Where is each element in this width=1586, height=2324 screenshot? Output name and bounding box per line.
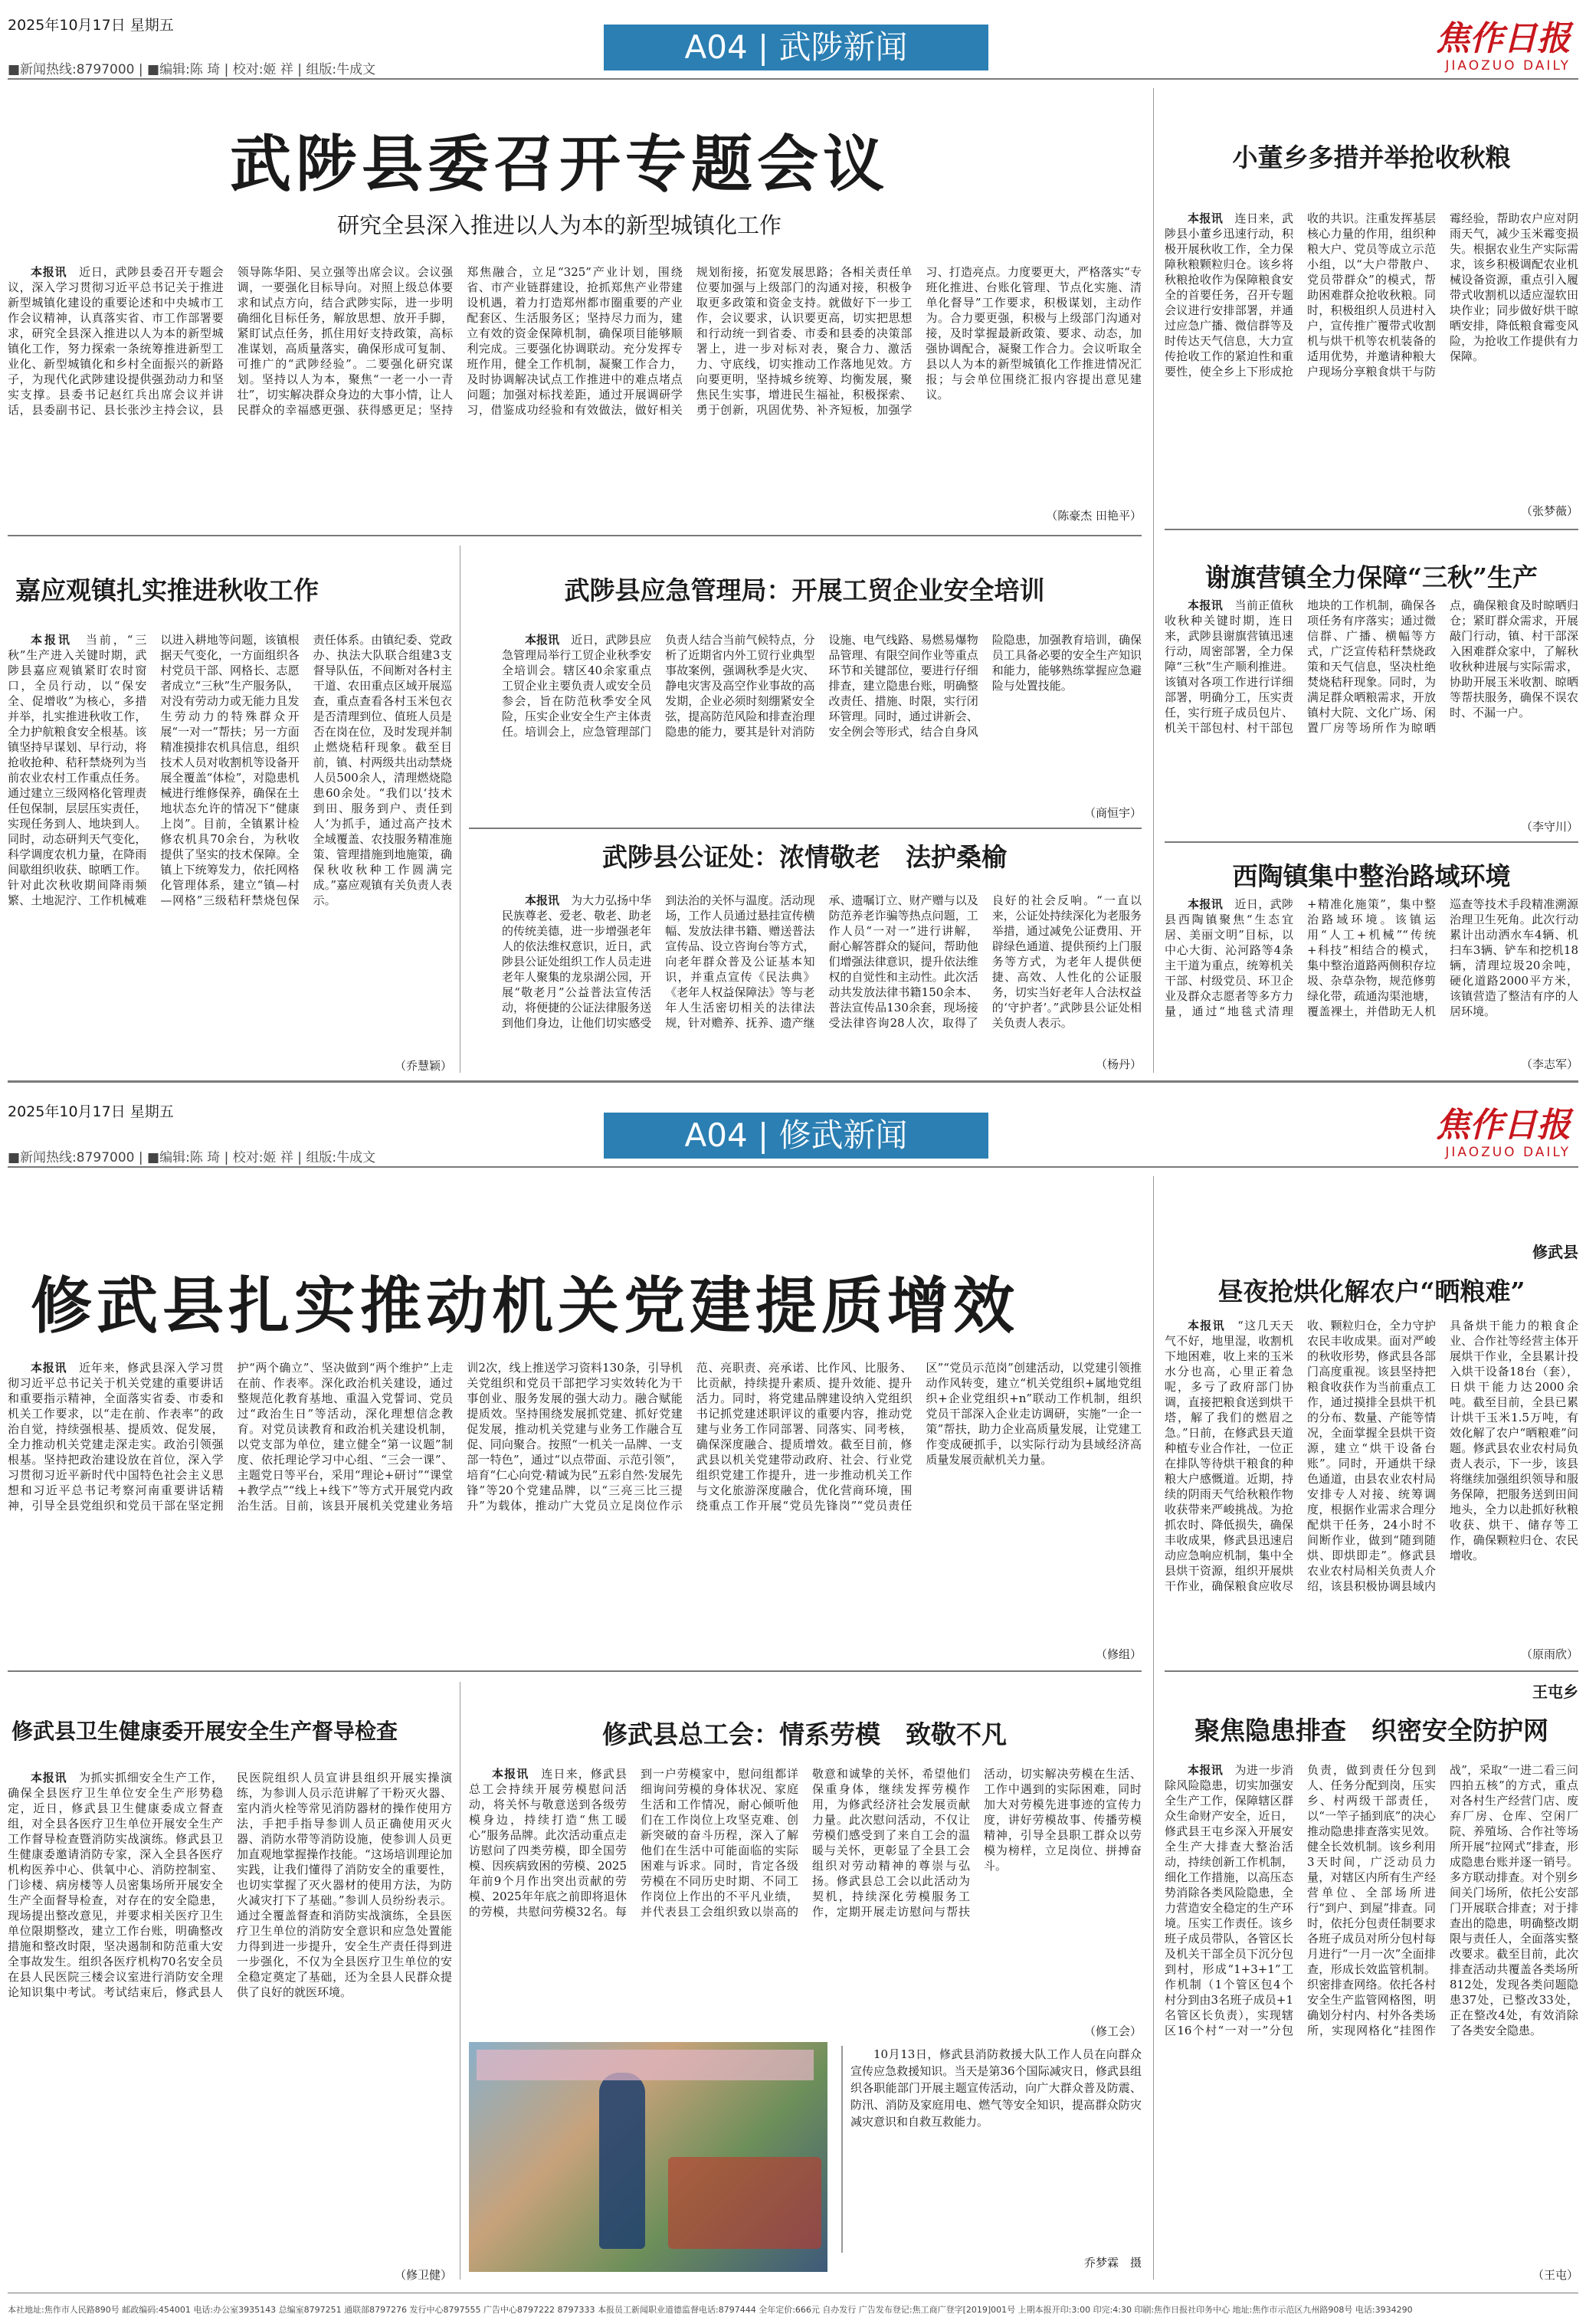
page1-right-bottom-title: 西陶镇集中整治路域环境	[1232, 861, 1511, 891]
page2-right-bottom-body	[1165, 1762, 1578, 2268]
page2-mid-center-text: 连日来，修武县总工会持续开展劳模慰问活动，将关怀与敬意送到各级劳模身边，持续打造“焦工暖心”服务品牌。此次活动重点走访慰问了四类劳模，即全国劳模、因疾病致困的劳模、2025年前9个月作出突出贡献的劳模、2025年年底之前即将退休的劳模，共慰问劳模32名。每到一户劳模家中，慰问组都详细询问劳模的身体状况、家庭生活和工作情况，耐心倾听他们在工作岗位上攻坚克难、创新突破的奋斗历程，深入了解他们在生活中可能面临的实际困难与诉求。同时，肯定各级劳模在不同历史时期、不同工作岗位上作出的不平凡业绩，并代表县工会组织致以崇高的敬意和诚挚的关怀，希望他们保重身体，继续发挥劳模作用，为修武经济社会发展贡献力量。此次慰问活动，不仅让劳模们感受到了来自工会的温暖与关怀，更彰显了全县工会组织对劳动精神的尊崇与弘扬。修武县总工会以此活动为契机，持续深化劳模服务工作，定期开展走访慰问与帮扶活动，切实解决劳模在生活、工作中遇到的实际困难，同时加大对劳模先进事迹的宣传力度，讲好劳模故事、传播劳模精神，引导全县职工群众以劳模为榜样，立足岗位、拼搏奋斗。	[469, 1767, 1142, 1919]
page1-mid-center2-body	[502, 893, 1142, 1054]
page1-mid-center-body	[502, 632, 1142, 805]
page1-mid-center-title: 武陟县应急管理局：开展工贸企业安全培训	[564, 575, 1045, 605]
page1-column-divider	[1153, 88, 1154, 1073]
page1-mid-center2-author: （杨丹）	[1095, 1057, 1142, 1071]
page2-section-banner: A04 | 修武新闻	[604, 1113, 988, 1159]
page2-right-bottom-text: 为进一步消除风险隐患，切实加强安全生产工作，保障辖区群众生命财产安全，近日，修武县王屯乡深入开展安全生产大排查大整治活动，持续创新工作机制，细化工作措施，以高压态势消除各类风险隐患，全力营造安全稳定的生产环境。压实工作责任。该乡班子成员带队，各管区长及机关干部全员下沉分包到村，形成“1+3+1”工作机制（1个管区包4个村分到由3名班子成员+1名管区长负责），实现辖区16个村“一对一”分包负责，做到责任分包到人、任务分配到岗，压实乡、村两级干部责任，以“一竿子插到底”的决心推动隐患排查落实见效。健全长效机制。该乡利用3天时间，广泛动员力量，对辖区内所有生产经营单位、全部场所进行“到户、到屋”排查。同时，依托分包责任制要求各班子成员对所分包村每月进行“一月一次”全面排查，形成长效监管机制。织密排查网络。依托各村安全生产监管网格图，明确划分村内、村外各类场所，实现网格化“挂图作战”，采取“一进二看三问四拍五核”的方式，重点对各村生产经营门店、废弃厂房、仓库、空闲厂院、养殖场、合作社等场所开展“拉网式”排查，形成隐患台账并逐一销号。多方联动排查。对个别乡间关门场所，依托公安部门开展联合排查；对于排查出的隐患，明确整改期限与责任人，全面落实整改要求。截至目前，此次排查活动共覆盖各类场所812处，发现各类问题隐患37处，已整改33处，正在整改4处，有效消除了各类安全隐患。	[1165, 1763, 1578, 2037]
page2-lead-text: 近年来，修武县深入学习贯彻习近平总书记关于机关党建的重要讲话和重要指示精神，全面落实省委、市委和机关工作要求，以“走在前、作表率”的政治自觉，持续强根基、提质效、促发展，全力推动机关党建走深走实。政治引领强根基。坚持把政治建设放在首位，深入学习贯彻习近平新时代中国特色社会主义思想和习近平总书记考察河南重要讲话精神，引导全县党组织和党员干部在坚定拥护“两个确立”、坚决做到“两个维护”上走在前、作表率。深化政治机关建设，通过整规范化教育基地、重温入党誓词、党员过“政治生日”等活动，深化理想信念教育。对党员读教育和政治机关建设机制，以党支部为单位，建立健全“第一议题”制度、依托理论学习中心组、“三会一课”、主题党日等平台，采用“理论+研讨”“课堂+教学点”“线上+线下”等方式开展党内政治生活。目前，该县开展机关党建业务培训2次，线上推送学习资料130条，引导机关党组织和党员干部把学习实效转化为干事创业、服务发展的强大动力。融合赋能提质效。坚持围绕发展抓党建、抓好党建促发展，推动机关党建与业务工作融合互促、同向聚合。按照“一机关一品牌、一支部一特色”，通过“以点带面、示范引领”，培育“仁心向党·精诚为民”五彩自然·发展先锋”等20个党建品牌，以“三亮三比三提升”为载体，推动广大党员立足岗位作示范、亮职责、亮承诺、比作风、比服务、比贡献，持续提升素质、提升效能、提升活力。同时，将党建品牌建设纳入党组织书记抓党建述职评议的重要内容，推动党建与业务工作同部署、同落实、同考核，确保深度融合、提质增效。截至目前，修武县以机关党建带动政府、社会、行业党组织党建工作提升，进一步推动机关工作与文化旅游深度融合，优化营商环境，围绕重点工作开展“党员先锋岗”“党员责任区”“党员示范岗”创建活动，以党建引领推动作风转变，建立“机关党组织+属地党组织+企业党组织+n”联动工作机制，组织党员干部深入企业走访调研，实施“一企一策”帮扶，助力企业高质量发展，让党建工作变成硬抓手，以实际行动为县域经济高质量发展贡献机关力量。	[8, 1361, 1142, 1513]
page2-mid-left-text: 为抓实抓细安全生产工作，确保全县医疗卫生单位安全生产形势稳定，近日，修武县卫生健康委成立督查组，对全县各医疗卫生单位开展安全生产工作督导检查暨消防实战演练。修武县卫生健康委邀请消防专家，深入全县各医疗机构医养中心、供氧中心、消防控制室、门诊楼、病房楼等人员密集场所开展安全生产全面督导检查，对存在的安全隐患，现场提出整改意见，并要求相关医疗卫生单位限期整改，建立工作台账，明确整改措施和整改时限，坚决遏制和防范重大安全事故发生。组织各医疗机构70名安全员在县人民医院三楼会议室进行消防安全理论知识集中考试。考试结束后，修武县人民医院组织人员宣讲县组织开展实操演练，为参训人员示范讲解了干粉灭火器、室内消火栓等常见消防器材的操作使用方法，手把手指导参训人员正确使用灭火器、消防水带等消防设施，使参训人员更加直观地掌握操作技能。“这场培训理论加实践，让我们懂得了消防安全的重要性，也切实掌握了灭火器材的使用方法，为防火减灾打下了基础。”参训人员纷纷表示。通过全覆盖督查和消防实战演练，全县医疗卫生单位的消防安全意识和应急处置能力得到进一步提升，安全生产责任得到进一步强化，不仅为全县医疗卫生单位的安全稳定奠定了基础，还为全县人民群众提供了良好的就医环境。	[8, 1771, 452, 1999]
page2-lead-author: （修组）	[1095, 1647, 1142, 1661]
page2-column-divider	[1153, 1176, 1154, 2280]
page1-lead-subtitle: 研究全县深入推进以人为本的新型城镇化工作	[336, 212, 782, 238]
page2-photo-credit: 乔梦霖 摄	[1083, 2256, 1142, 2270]
page2-mid-left-body	[8, 1770, 452, 2264]
page2-header-rule	[8, 1166, 1578, 1168]
page2-mid-center-byline: 本报讯	[492, 1767, 529, 1781]
page2-right-top-title: 昼夜抢烘化解农户“晒粮难”	[1217, 1277, 1525, 1306]
page2-photo-caption: 10月13日，修武县消防救援大队工作人员在向群众宣传应急救援知识。当天是第36个国际减灾日，修武县组织各职能部门开展主题宣传活动，向广大群众普及防震、防汛、消防及家庭用电、燃气等安全知识，提高群众防灾减灾意识和自救互救能力。	[841, 2046, 1142, 2253]
page1-mid-center2-title: 武陟县公证处：浓情敬老 法护桑榆	[602, 842, 1007, 872]
page1-right-mid-byline: 本报讯	[1188, 598, 1224, 612]
page2-mid-center-title: 修武县总工会：情系劳模 致敬不凡	[602, 1719, 1007, 1749]
page1-right-mid-title: 谢旗营镇全力保障“三秋”生产	[1205, 562, 1538, 592]
page2-meta: ■新闻热线:8797000 | ■编辑:陈 琦 | 校对:姬 祥 | 组版:牛成文	[8, 1150, 376, 1165]
page1-mid-left-title: 嘉应观镇扎实推进秋收工作	[15, 575, 319, 605]
extinguisher-display	[668, 2157, 821, 2249]
page1-mid-center2-text: 为大力弘扬中华民族尊老、爱老、敬老、助老的传统美德，进一步增强老年人的依法维权意识，近日，武陟县公证处组织工作人员走进老年人聚集的龙泉湖公园，开展“敬老月”公益普法宣传活动，将便捷的公证法律服务送到他们身边，让他们切实感受到法治的关怀与温度。活动现场，工作人员通过悬挂宣传横幅、发放法律书籍、赠送普法宣传品、设立咨询台等方式，向老年群众普及公证基本知识，并重点宣传《民法典》《老年人权益保障法》等与老年人生活密切相关的法律法规，针对赡养、抚养、遗产继承、遗嘱订立、财产赠与以及防范养老诈骗等热点问题，工作人员“一对一”进行讲解，耐心解答群众的疑问，帮助他们增强法律意识，提升依法维权的自觉性和主动性。此次活动共发放法律书籍150余本、普法宣传品130余套，现场接受法律咨询28人次，取得了良好的社会反响。“一直以来，公证处持续深化为老服务举措，通过减免公证费用、开辟绿色通道、提供预约上门服务等方式，为老年人提供便捷、高效、人性化的公证服务，切实当好老年人合法权益的‘守护者’。”武陟县公证处相关负责人表示。	[502, 893, 1142, 1030]
page2-lead-rule	[8, 1670, 1142, 1672]
page1-lead-body	[8, 264, 1142, 502]
page1-right-bottom-body	[1165, 896, 1578, 1061]
page1-lead-author: （陈豪杰 田艳平）	[1046, 509, 1142, 523]
page1-mid-center-rule	[469, 828, 1142, 829]
page2-right-bottom-kicker: 王屯乡	[1532, 1683, 1578, 1701]
page2-mid-left-title: 修武县卫生健康委开展安全生产督导检查	[11, 1719, 398, 1744]
page1-lead-text: 近日，武陟县委召开专题会议，深入学习贯彻习近平总书记关于推进新型城镇化建设的重要论述和中央城市工作会议精神，认真落实省、市工作部署要求，研究全县深入推进以人为本的新型城镇化工作，努力探索一条统筹推进新型工业化、新型城镇化和乡村全面振兴的新路子，为现代化武陟建设提供强劲动力和坚实支撑。县委书记赵红兵出席会议并讲话，县委副书记、县长张沙主持会议，县领导陈华阳、吴立强等出席会议。会议强调，一要强化目标导向。对照上级总体要求和试点方向，结合武陟实际，进一步明确细化目标任务，解放思想、放开手脚，紧盯试点任务，抓住用好支持政策，高标准谋划，高质量落实，确保形成可复制、可推广的“武陟经验”。二要强化研究谋划。坚持以人为本，聚焦“一老一小一青壮”，切实解决群众身边的大事小情，让人民群众的幸福感更强、获得感更足；坚持郑焦融合，立足“325”产业计划，围绕省、市产业链群建设，抢抓郑焦产业带建设机遇，着力打造郑州都市圈重要的产业配套区、生活服务区；坚持尽力而为，建立有效的资金保障机制，确保项目能够顺利完成。三要强化协调联动。充分发挥专班作用，健全工作机制，凝聚工作合力，及时协调解决试点工作推进中的难点堵点问题；加强对标找差距，通过开展调研学习，借鉴成功经验和有效做法，做好相关规划衔接，拓宽发展思路；各相关责任单位要加强与上级部门的沟通对接，积极争取更多政策和资金支持。就做好下一步工作，会议要求，认识要更高，切实把思想和行动统一到省委、市委和县委的决策部署上，进一步对标对表，聚合力、激活力、守底线，切实推动工作落地见效。方向要更明，坚持城乡统筹、均衡发展，聚焦民生实事，增进民生福祉，积极探索、勇于创新，巩固优势、补齐短板，加强学习、打造亮点。力度要更大，严格落实“专班化推进、台账化管理、节点化实施、清单化督导”工作要求，积极谋划，主动作为。合力要更强，积极与上级部门沟通对接，及时掌握最新政策、要求、动态，加强协调配合，凝聚工作合力。会议听取全县以人为本的新型城镇化工作推进情况汇报；与会单位围绕汇报内容提出意见建议。	[8, 265, 1142, 417]
page2-logo-en: JIAOZUO DAILY	[1445, 1145, 1571, 1160]
page1-mid-center-byline: 本报讯	[525, 633, 560, 647]
page1-right-top-text: 连日来，武陟县小董乡迅速行动，积极开展秋收工作，全力保障秋粮颗粒归仓。该乡将秋粮抢收作为保障粮食安全的首要任务，召开专题会议进行安排部署，并通过应急广播、微信群等及时传达天气信息，大力宣传抢收工作的紧迫性和重要性，使全乡上下形成抢收的共识。注重发挥基层核心力量的作用，组织种粮大户、党员等成立示范小组，以“大户带散户、党员带群众”的模式，帮助困难群众抢收秋粮。同时，积极组织人员进村入户，宣传推广覆带式收割机与烘干机等农机装备的适用优势，并邀请种粮大户现场分享粮食烘干与防霉经验，帮助农户应对阴雨天气，减少玉米霉变损失。根据农业生产实际需求，该乡积极调配农业机械设备资源，重点引入履带式收割机以适应湿软田块作业；同步做好烘干晾晒安排，降低粮食霉变风险，为抢收工作提供有力保障。	[1165, 211, 1578, 379]
page1-right-mid-text: 当前正值秋收秋种关键时期，连日来，武陟县谢旗营镇迅速行动，周密部署，全力保障“三秋”生产顺利推进。该镇对各项工作进行详细部署，明确分工，压实责任，实行班子成员包片、机关干部包村、村干部包地块的工作机制，确保各项任务有序落实；通过微信群、广播、横幅等方式，广泛宣传秸秆禁烧政策和天气信息，坚决杜绝焚烧秸秆现象。同时，为满足群众晒粮需求，开放镇村大院、文化广场、闲置厂房等场所作为晾晒点，确保粮食及时晾晒归仓；紧盯群众需求，开展敲门行动，镇、村干部深入困难群众家中，了解秋收秋种进展与实际需求，协助开展玉米收割、晾晒等帮扶服务，确保不误农时、不漏一户。	[1165, 598, 1578, 735]
page2-lead-title: 修武县扎实推动机关党建提质增效	[31, 1270, 1019, 1342]
page1-right-bottom-author: （李志军）	[1520, 1057, 1578, 1071]
page1-mid-center-text: 近日，武陟县应急管理局举行工贸企业秋季安全培训会。辖区40余家重点工贸企业主要负责人或安全员参会，旨在防范秋季安全风险，压实企业安全生产主体责任。培训会上，应急管理部门负责人结合当前气候特点，分析了近期省内外工贸行业典型事故案例，强调秋季是火灾、静电灾害及高空作业事故的高发期，企业必须时刻绷紧安全弦，提高防范风险和排查治理隐患的能力，要其是针对消防设施、电气线路、易燃易爆物品管理、有限空间作业等重点环节和关键部位，要进行仔细排查，建立隐患台账，明确整改责任、措施、时限，实行闭环管理。同时，通过讲新会、安全例会等形式，结合自身风险隐患，加强教育培训，确保员工具备必要的安全生产知识和能力，能够熟练掌握应急避险与处置技能。	[502, 633, 1142, 739]
page1-lead-byline: 本报讯	[31, 265, 67, 279]
page2-right-top-text: “这几天天气不好，地里湿，收割机下地困难，收上来的玉米水分也高，心里正着急呢，多亏了政府部门协调，直接把粮食送到烘干塔，解了我们的燃眉之急。”日前，在修武县天道种植专业合作社，一位正在排队等待烘干粮食的种粮大户感慨道。近期，持续的阴雨天气给秋粮作物收获带来严峻挑战。为抢抓农时、降低损失，确保丰收成果，修武县迅速启动应急响应机制，集中全县烘干资源，组织开展烘干作业，确保粮食应收尽收、颗粒归仓，全力守护农民丰收成果。面对严峻的秋收形势，修武县各部门高度重视。该县坚持把粮食收获作为当前重点工作，通过摸排全县烘干机的分布、数量、产能等情况，全面掌握全县烘干资源，建立“烘干设备台账”。同时，开通烘干绿色通道，由县农业农村局安排专人对接、统筹调度，根据作业需求合理分配烘干任务，24小时不间断作业，做到“随到随烘、即烘即走”。修武县农业农村局相关负责人介绍，该县积极协调县域内具备烘干能力的粮食企业、合作社等经营主体开展烘干作业，全县累计投入烘干设备18台（套），日烘干能力达2000余吨。截至目前，全县已累计烘干玉米1.5万吨，有效化解了农户“晒粮难”问题。修武县农业农村局负责人表示，下一步，该县将继续加强组织领导和服务保障，把服务送到田间地头，全力以赴抓好秋粮收获、烘干、储存等工作，确保颗粒归仓、农民增收。	[1165, 1319, 1578, 1593]
page1-right-top-title: 小董乡多措并举抢收秋粮	[1232, 143, 1511, 172]
page2-right-top-rule	[1165, 1670, 1578, 1672]
page1-header-rule	[8, 78, 1578, 80]
page2-lead-body	[8, 1360, 1142, 1647]
page2-mid-center-author: （修工会）	[1083, 2024, 1142, 2038]
page1-right-top-author: （张梦薇）	[1520, 504, 1578, 518]
page1-right-mid-rule	[1165, 841, 1578, 843]
page1-lead-title: 武陟县委召开专题会议	[230, 128, 889, 200]
page1-section-banner: A04 | 武陟新闻	[604, 25, 988, 70]
page2-mid-left-author: （修卫健）	[394, 2268, 452, 2282]
page1-right-mid-author: （李守川）	[1520, 820, 1578, 834]
firefighter-figure	[599, 2073, 645, 2249]
page2-right-top-kicker: 修武县	[1532, 1243, 1578, 1261]
page1-right-top-rule	[1165, 529, 1578, 530]
page1-logo-en: JIAOZUO DAILY	[1445, 58, 1571, 74]
page2-right-bottom-byline: 本报讯	[1188, 1763, 1224, 1777]
page2-lead-byline: 本报讯	[31, 1361, 67, 1375]
page1-right-top-body	[1165, 211, 1578, 498]
page1-right-top-byline: 本报讯	[1188, 211, 1224, 225]
page1-mid-left-byline: 本报讯	[31, 633, 72, 647]
page1-logo: 焦作日报	[1436, 19, 1571, 58]
page2-mid-center-body	[469, 1766, 1142, 2019]
page1-mid-left-author: （乔慧颖）	[394, 1059, 452, 1073]
page2-right-top-body	[1165, 1318, 1578, 1644]
page-footer: 本社地址:焦作市人民路890号 邮政编码:454001 电话:办公室3935143 总编室8797251 通联部8797276 发行中心8797555 广告中心8797222 8797333 本报员工新闻职业道德监督电话:8797444 全年定价:666元 自办发行 广告发布登记:焦工商广登字[2019]001号 上期本报开印:3:00 印完:4:30 印刷:焦作日报社印务中心 地址:焦作市示范区九州路908号 电话:3934290	[8, 2305, 1413, 2315]
page1-mid-left-body	[8, 632, 452, 1061]
page1-right-mid-body	[1165, 598, 1578, 816]
page2-mid-left-byline: 本报讯	[31, 1771, 67, 1785]
page1-right-bottom-text: 近日，武陟县西陶镇聚焦“生态宜居、美丽文明”目标，以中心大街、沁河路等4条主干道为重点，统筹机关干部、村级党员、环卫企业及群众志愿者等多方力量，通过“地毯式清理+精准化施策”，集中整治路域环境。该镇运用“人工+机械”“传统+科技”相结合的模式，集中整治道路两侧积存垃圾、杂草杂物，规范修剪绿化带，疏通沟渠池塘，覆盖裸土，并借助无人机巡查等技术手段精准溯源治理卫生死角。此次行动累计出动洒水车4辆、机扫车3辆、铲车和挖机18辆，清理垃圾20余吨，硬化道路2000平方米，该镇营造了整洁有序的人居环境。	[1165, 897, 1578, 1018]
page-separator	[8, 1080, 1578, 1083]
page2-news-photo	[469, 2042, 827, 2272]
page1-right-bottom-byline: 本报讯	[1188, 897, 1224, 911]
page1-date: 2025年10月17日 星期五	[8, 17, 174, 34]
page1-meta: ■新闻热线:8797000 | ■编辑:陈 琦 | 校对:姬 祥 | 组版:牛成文	[8, 62, 376, 77]
page2-right-top-byline: 本报讯	[1188, 1319, 1225, 1332]
page2-logo: 焦作日报	[1436, 1106, 1571, 1145]
page1-mid-center-author: （商恒宇）	[1083, 806, 1142, 820]
page1-mid-center2-byline: 本报讯	[525, 893, 560, 907]
page2-date: 2025年10月17日 星期五	[8, 1103, 174, 1120]
banner-backdrop	[477, 2050, 814, 2080]
page2-right-top-author: （原雨欣）	[1520, 1647, 1578, 1661]
page2-right-bottom-author: （王屯）	[1532, 2268, 1578, 2282]
page1-lead-rule	[8, 535, 1142, 536]
page1-mid-left-text: 当前，“三秋”生产进入关键时期，武陟县嘉应观镇紧盯农时窗口，全员行动，以“保安全、促增收”为核心，多措并举，扎实推进秋收工作，全力护航粮食安全根基。该镇坚持早谋划、早行动，将抢收抢种、秸秆禁烧列为当前农业农村工作重点任务。通过建立三级网格化管理责任包保制，层层压实责任，实现任务到人、地块到人。同时，动态研判天气变化，科学调度农机力量，在降雨间歇组织收获、晾晒工作。针对此次秋收期间降雨频繁、土地泥泞、工作机械难以进入耕地等问题，该镇根据天气变化，一方面组织各村党员干部、网格长、志愿者成立“三秋”生产服务队，对没有劳动力或无能力且发生劳动力的特殊群众开展“一对一”帮扶；另一方面精准摸排农机具信息，组织技术人员对收割机等设备开展全覆盖“体检”，对隐患机械进行维修保养，确保在土地状态允许的情况下“健康上岗”。目前，全镇累计检修农机具70余台，为秋收提供了坚实的技术保障。全镇上下统筹发力，依托网格化管理体系，建立“镇—村—网格”三级秸秆禁烧包保责任体系。由镇纪委、党政办、执法大队联合组建3支督导队伍，不间断对各村主干道、农田重点区域开展巡查，重点查看各村玉米包衣是否清理到位、值班人员是否在岗在位，及时发现并制止燃烧秸秆现象。截至目前，镇、村两级共出动禁烧人员500余人，清理燃烧隐患60余处。“我们以‘技术到田、服务到户、责任到人’为抓手，通过高产技术全域覆盖、农技服务精准施策、管理措施到地施策，确保秋收秋种工作圆满完成。”嘉应观镇有关负责人表示。	[8, 633, 452, 907]
page2-right-bottom-title: 聚焦隐患排查 织密安全防护网	[1194, 1716, 1548, 1745]
